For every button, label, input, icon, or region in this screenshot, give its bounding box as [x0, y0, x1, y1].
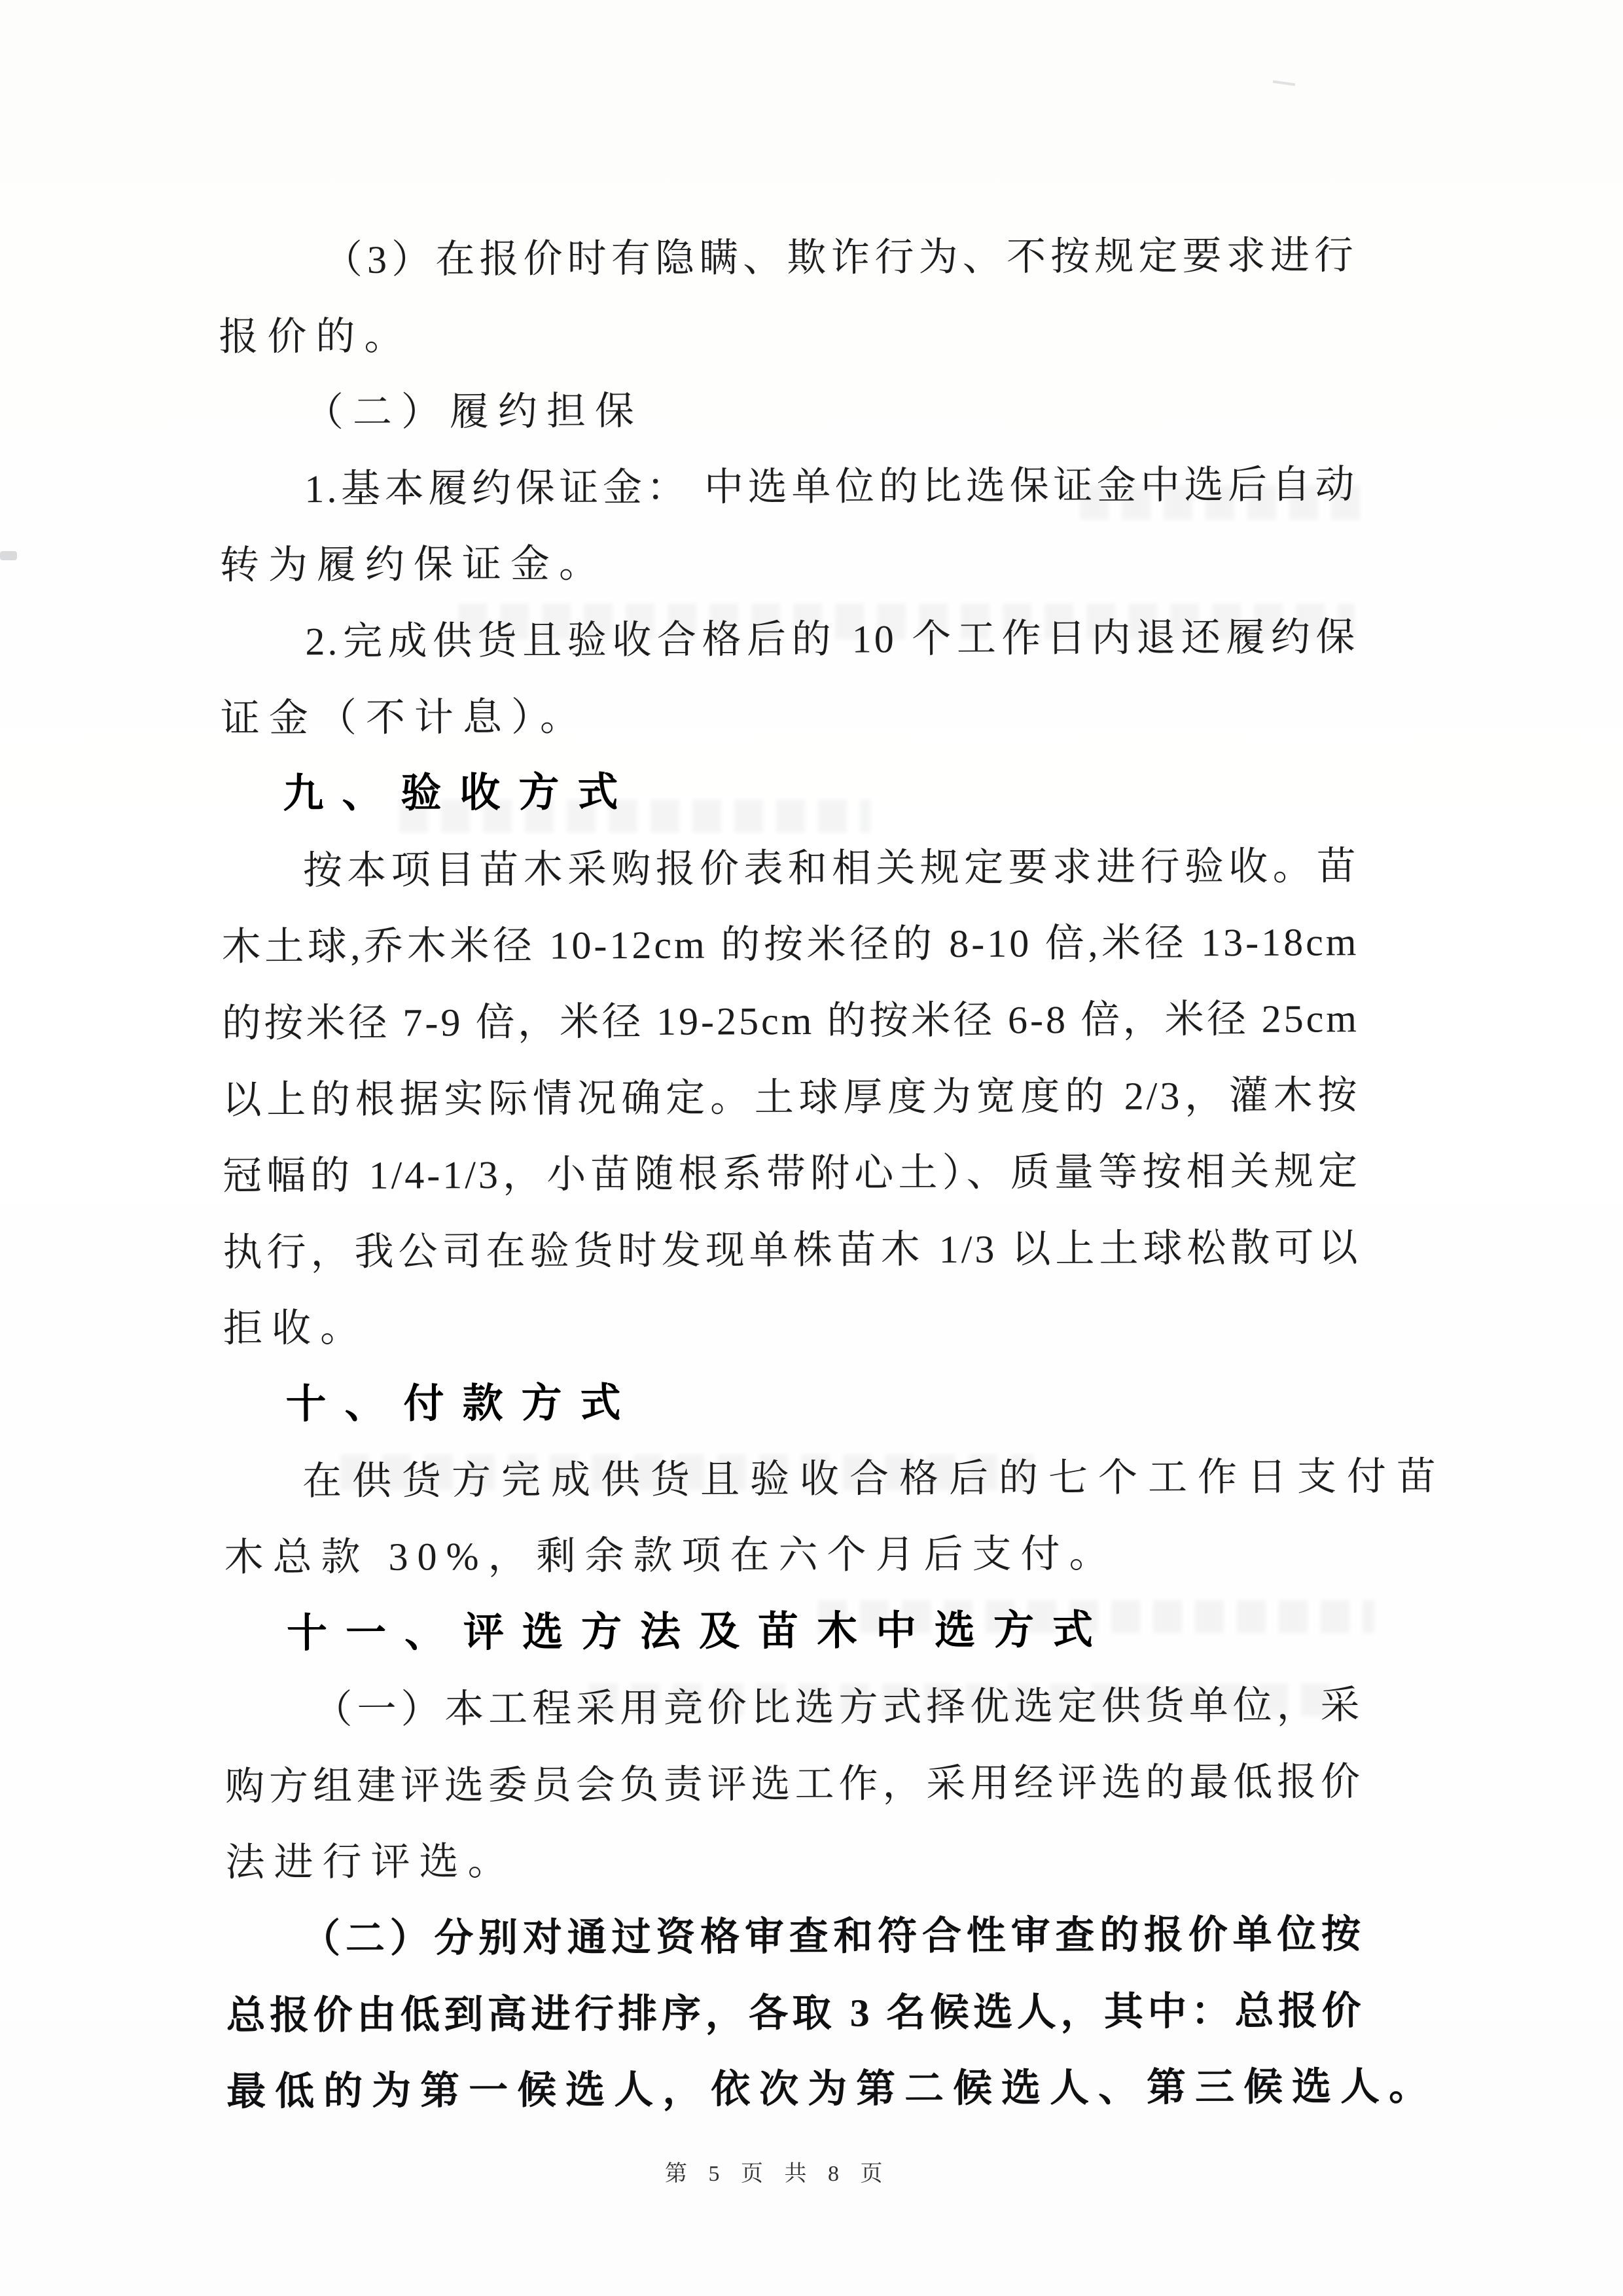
- text-line: 证金（不计息）。: [220, 694, 589, 740]
- text-block: [219, 217, 1447, 2130]
- text-line: 总报价由低到高进行排序，各取 3 名候选人，其中：总报价: [226, 1988, 1364, 2037]
- text-line: 木总款 30%，剩余款项在六个月后支付。: [224, 1532, 1118, 1579]
- text-line: 的按米径 7-9 倍，米径 19-25cm 的按米径 6-8 倍，米径 25cm: [221, 997, 1360, 1045]
- text-line: （二）履约担保: [304, 389, 644, 435]
- page-number: 第 5 页 共 8 页: [665, 2162, 887, 2186]
- section-heading: 十、付款方式: [285, 1380, 639, 1427]
- text-line: （3）在报价时有隐瞒、欺诈行为、不按规定要求进行: [323, 234, 1357, 282]
- text-line: 2.完成供货且验收合格后的 10 个工作日内退还履约保: [305, 615, 1358, 664]
- text-line: 购方组建评选委员会负责评选工作，采用经评选的最低报价: [224, 1760, 1363, 1808]
- text-line: 木土球,乔木米径 10-12cm 的按米径的 8-10 倍,米径 13-18cm: [221, 920, 1359, 969]
- text-line: （一）本工程采用竞价比选方式择优选定供货单位，采: [313, 1683, 1363, 1732]
- text-line: 按本项目苗木采购报价表和相关规定要求进行验收。苗: [302, 844, 1359, 893]
- text-line: 转为履约保证金。: [219, 542, 608, 588]
- section-heading: 十一、评选方法及苗木中选方式: [286, 1607, 1112, 1657]
- text-line: 以上的根据实际情况确定。土球厚度为宽度的 2/3，灌木按: [222, 1073, 1360, 1122]
- text-line: （二）分别对通过资格审查和符合性审查的报价单位按: [300, 1912, 1364, 1961]
- text-line: 拒收。: [223, 1306, 369, 1351]
- scan-edge-mark: [0, 551, 17, 560]
- text-line: 1.基本履约保证金： 中选单位的比选保证金中选后自动: [304, 462, 1357, 511]
- text-line: 最低的为第一候选人，依次为第二候选人、第三候选人。: [226, 2064, 1438, 2114]
- scan-scratch: [1273, 81, 1295, 86]
- text-line: 法进行评选。: [225, 1840, 516, 1885]
- text-line: 在供货方完成供货且验收合格后的七个工作日支付苗: [302, 1454, 1447, 1503]
- text-line: 执行，我公司在验货时发现单株苗木 1/3 以上土球松散可以: [223, 1225, 1361, 1274]
- text-line: 报价的。: [219, 314, 413, 359]
- section-heading: 九、验收方式: [283, 770, 637, 817]
- text-line: 冠幅的 1/4-1/3，小苗随根系带附心土）、质量等按相关规定: [222, 1149, 1361, 1198]
